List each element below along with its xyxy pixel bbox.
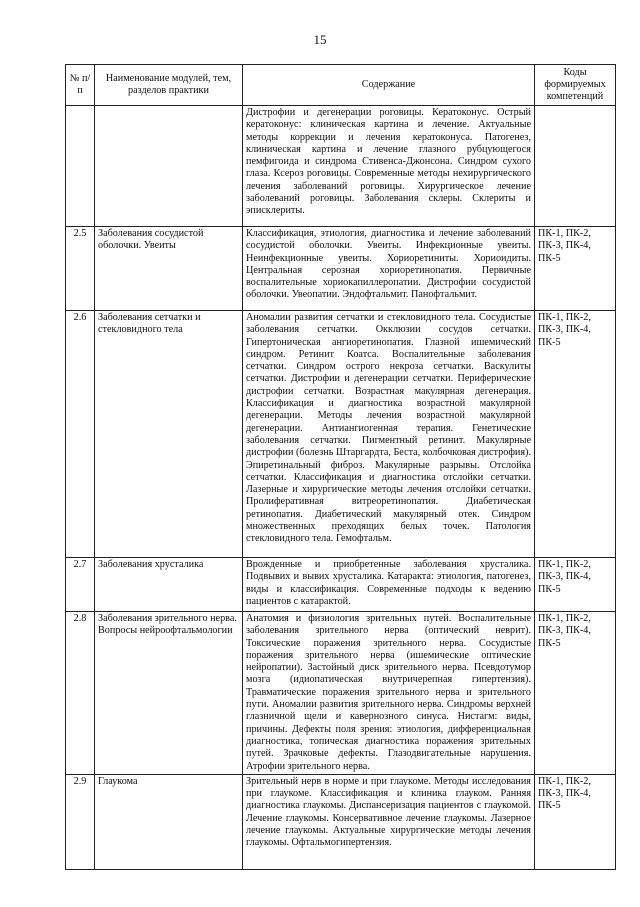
row-content: Зрительный нерв в норме и при глаукоме. Методы исследования при глаукоме. Классификация и клиника глауком. Ранняя диагностика глаукомы. Диспансеризация пациентов с глаукомой. Лечение глаукомы. Консервативное лечение глаукомы. Лазерное лечение глаукомы. Актуальные хирургические методы лечения глаукомы. Офтальмогипертензия. [243, 774, 535, 869]
table-row [66, 311, 616, 558]
row-content: Анатомия и физиология зрительных путей. Воспалительные заболевания зрительного нерва (оптический неврит). Токсические поражения зрительного нерва. Сосудистые поражения зрительного нерва (ишемические оптические нейропатии). Застойный диск зрительного нерва. Псевдотумор мозга (идиопатическая внутричерепная гипертензия). Травматические поражения зрительного нерва и зрительного пути. Аномалии развития зрительного нерва. Синдромы верхней глазничной щели и кавернозного синуса. Нистагм: виды, причины. Дефекты поля зрения: этиология, дифференциальная диагностика, топическая диагностика поражения зрительных путей. Зрачковые дефекты. Глазодвигательные нарушения. Атрофии зрительного нерва. [243, 612, 535, 775]
row-num: 2.7 [66, 558, 95, 612]
table-row [66, 227, 616, 311]
row-num: 2.9 [66, 774, 95, 869]
row-name: Заболевания хрусталика [95, 558, 243, 612]
row-num: 2.6 [66, 311, 95, 558]
row-name: Заболевания зрительного нерва. Вопросы нейроофтальмологии [95, 612, 243, 775]
row-content: Дистрофии и дегенерации роговицы. Кератоконус. Острый кератоконус: клиническая картина и лечение. Актуальные методы коррекции и лечения кератоконуса. Патогенез, клиническая картина и лечение глазного рубцующегося пемфигоида и синдрома Стивенса-Джонсона. Синдром сухого глаза. Ксероз роговицы. Современные методы нехирургического лечения заболеваний роговицы. Хирургическое лечение заболеваний роговицы. Заболевания склеры. Склериты и эписклериты. [243, 106, 535, 227]
row-name: Заболевания сосудистой оболочки. Увеиты [95, 227, 243, 311]
row-name: Глаукома [95, 774, 243, 869]
row-codes: ПК-1, ПК-2, ПК-3, ПК-4, ПК-5 [535, 774, 616, 869]
row-name [95, 106, 243, 227]
table-body [66, 106, 616, 870]
table-row [66, 558, 616, 612]
row-codes: ПК-1, ПК-2, ПК-3, ПК-4, ПК-5 [535, 227, 616, 311]
row-codes: ПК-1, ПК-2, ПК-3, ПК-4, ПК-5 [535, 311, 616, 558]
curriculum-table [65, 64, 616, 870]
row-num [66, 106, 95, 227]
row-num: 2.8 [66, 612, 95, 775]
row-name: Заболевания сетчатки и стекловидного тела [95, 311, 243, 558]
row-codes [535, 106, 616, 227]
table-row [66, 106, 616, 227]
table-row [66, 774, 616, 869]
row-num: 2.5 [66, 227, 95, 311]
header-codes: Коды формируемых компетенций [535, 65, 616, 106]
table-header [66, 65, 616, 106]
row-content: Аномалии развития сетчатки и стекловидного тела. Сосудистые заболевания сетчатки. Окклюзии сосудов сетчатки. Гипертоническая ангиоретинопатия. Глазной ишемический синдром. Ретинит Коатса. Воспалительные заболевания сетчатки. Синдром острого некроза сетчатки. Васкулиты сетчатки. Дистрофии и дегенерации сетчатки. Периферические дистрофии сетчатки. Возрастная макулярная дегенерация. Классификация и диагностика возрастной макулярной дегенерации. Методы лечения возрастной макулярной дегенерации. Антиангиогенная терапия. Генетические заболевания сетчатки. Пигментный ретинит. Макулярные дистрофии (болезнь Штаргардта, Беста, колбочковая дистрофия). Эпиретинальный фиброз. Макулярные разрывы. Отслойка сетчатки. Классификация и диагностика отслойки сетчатки. Лазерные и хирургические методы лечения отслойки сетчатки. Пролиферативная витреоретинопатия. Диабетическая ретинопатия. Диабетический макулярный отек. Синдром множественных преходящих белых точек. Патология стекловидного тела. Гемофтальм. [243, 311, 535, 558]
row-content: Врожденные и приобретенные заболевания хрусталика. Подвывих и вывих хрусталика. Катаракта: этиология, патогенез, виды и классификация. Современные подходы к ведению пациентов с катарактой. [243, 558, 535, 612]
page-number: 15 [313, 32, 327, 47]
header-content: Содержание [243, 65, 535, 106]
table-row [66, 612, 616, 775]
row-content: Классификация, этиология, диагностика и лечение заболеваний сосудистой оболочки. Увеиты. Инфекционные увеиты. Неинфекционные увеиты. Хориоретиниты. Хориоидиты. Центральная серозная хориоретинопатия. Первичные воспалительные хориокапиллеропатии. Дистрофии сосудистой оболочки. Увеопатии. Эндофтальмит. Панофтальмит. [243, 227, 535, 311]
header-name: Наименование модулей, тем, разделов практики [95, 65, 243, 106]
row-codes: ПК-1, ПК-2, ПК-3, ПК-4, ПК-5 [535, 612, 616, 775]
header-num: № п/п [66, 65, 95, 106]
row-codes: ПК-1, ПК-2, ПК-3, ПК-4, ПК-5 [535, 558, 616, 612]
header-row [66, 65, 616, 106]
